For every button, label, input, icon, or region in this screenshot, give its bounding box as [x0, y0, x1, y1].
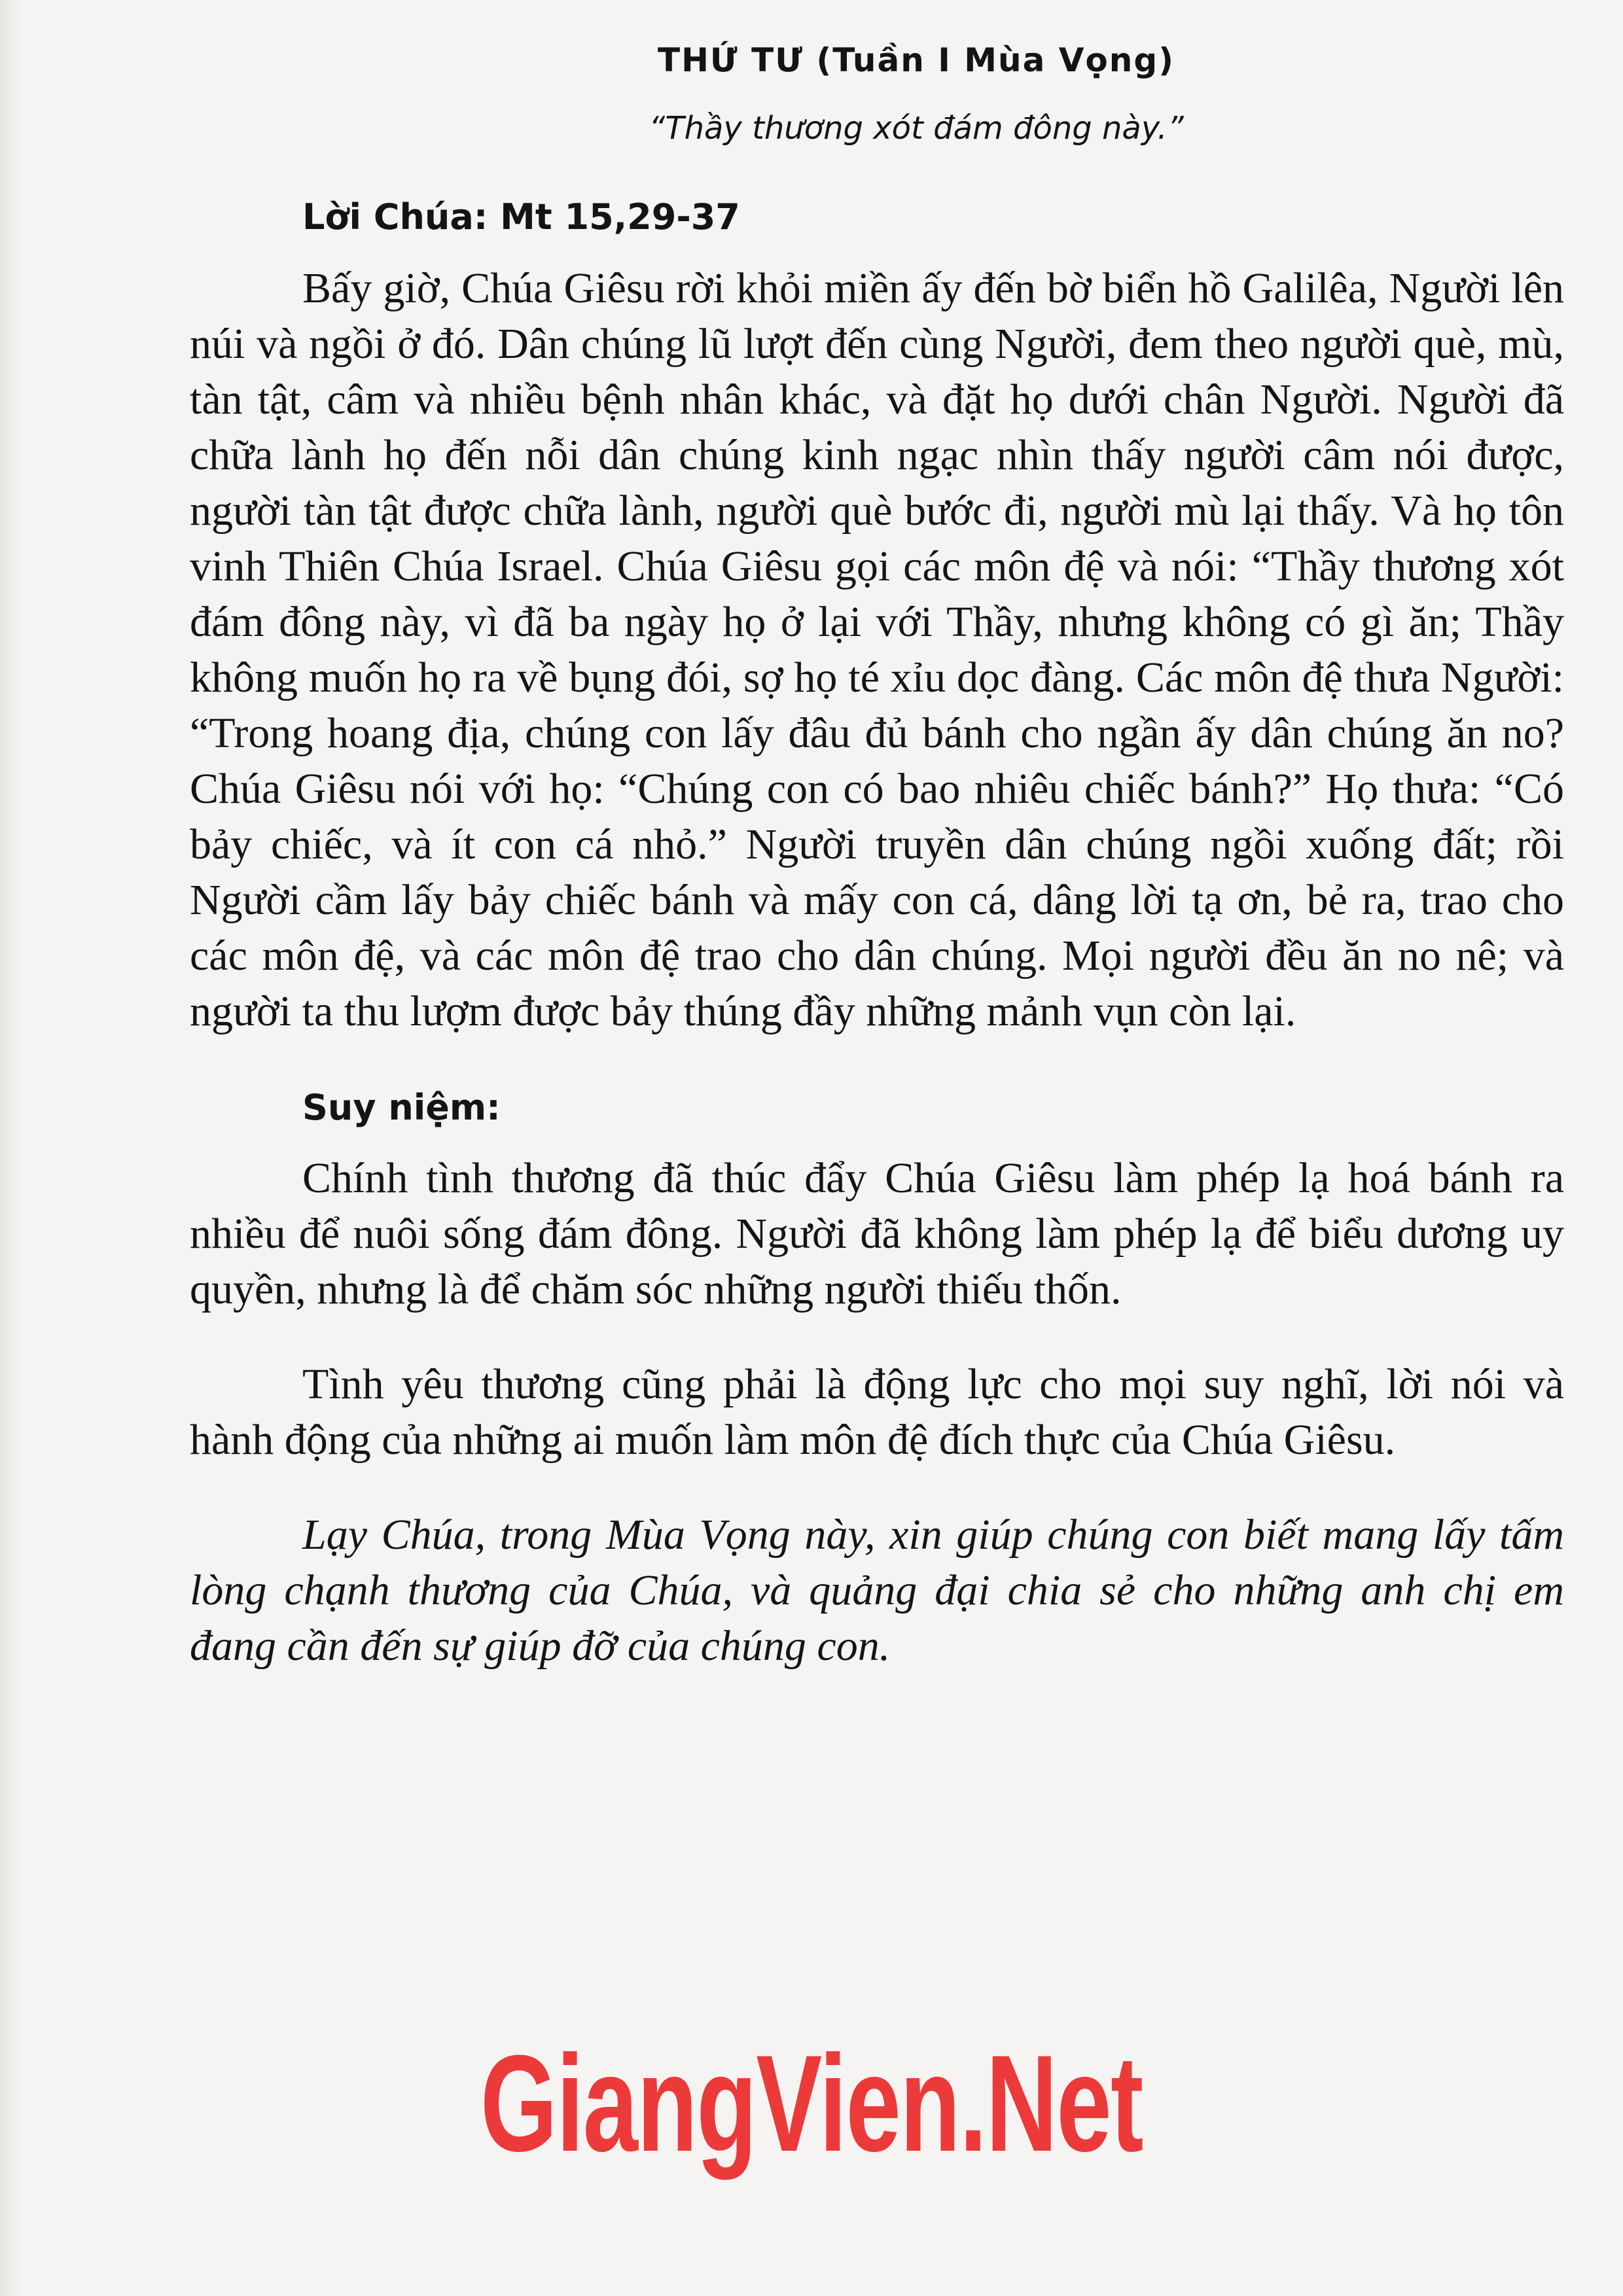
gospel-heading: Lời Chúa: Mt 15,29-37	[302, 196, 740, 238]
reflection-paragraph-2: Tình yêu thương cũng phải là động lực cho mọi suy nghĩ, lời nói và hành động của những ai muốn làm môn đệ đích thực của Chúa Giêsu.	[190, 1360, 1564, 1464]
page-content	[190, 39, 1590, 1674]
watermark-logo: GiangVien.Net	[480, 2026, 1143, 2180]
prayer-paragraph: Lạy Chúa, trong Mùa Vọng này, xin giúp chúng con biết mang lấy tấm lòng chạnh thương của Chúa, và quảng đại chia sẻ cho những anh chị em đang cần đến sự giúp đỡ của chúng con.	[190, 1510, 1564, 1670]
reflection-paragraph-1: Chính tình thương đã thúc đẩy Chúa Giêsu làm phép lạ hoá bánh ra nhiều để nuôi sống đám đông. Người đã không làm phép lạ để biểu dương uy quyền, nhưng là để chăm sóc những người thiếu thốn.	[190, 1154, 1564, 1313]
page-title: THỨ TƯ (Tuần I Mùa Vọng)	[657, 41, 1175, 79]
title-quote: “Thầy thương xót đám đông này.”	[649, 110, 1184, 147]
gospel-text: Bấy giờ, Chúa Giêsu rời khỏi miền ấy đến bờ biển hồ Galilêa, Người lên núi và ngồi ở đó. Dân chúng lũ lượt đến cùng Người, đem theo người què, mù, tàn tật, câm và nhiều bệnh nhân khác, và đặt họ dưới chân Người. Người đã chữa lành họ đến nỗi dân chúng kinh ngạc nhìn thấy người câm nói được, người tàn tật được chữa lành, người què bước đi, người mù lại thấy. Và họ tôn vinh Thiên Chúa Israel. Chúa Giêsu gọi các môn đệ và nói: “Thầy thương xót đám đông này, vì đã ba ngày họ ở lại với Thầy, nhưng không có gì ăn; Thầy không muốn họ ra về bụng đói, sợ họ té xỉu dọc đàng. Các môn đệ thưa Người: “Trong hoang địa, chúng con lấy đâu đủ bánh cho ngần ấy dân chúng ăn no? Chúa Giêsu nói với họ: “Chúng con có bao nhiêu chiếc bánh?” Họ thưa: “Có bảy chiếc, và ít con cá nhỏ.” Người truyền dân chúng ngồi xuống đất; rồi Người cầm lấy bảy chiếc bánh và mấy con cá, dâng lời tạ ơn, bẻ ra, trao cho các môn đệ, và các môn đệ trao cho dân chúng. Mọi người đều ăn no nê; và người ta thu lượm được bảy thúng đầy những mảnh vụn còn lại.	[190, 264, 1564, 1035]
reflection-heading: Suy niệm:	[302, 1086, 501, 1128]
